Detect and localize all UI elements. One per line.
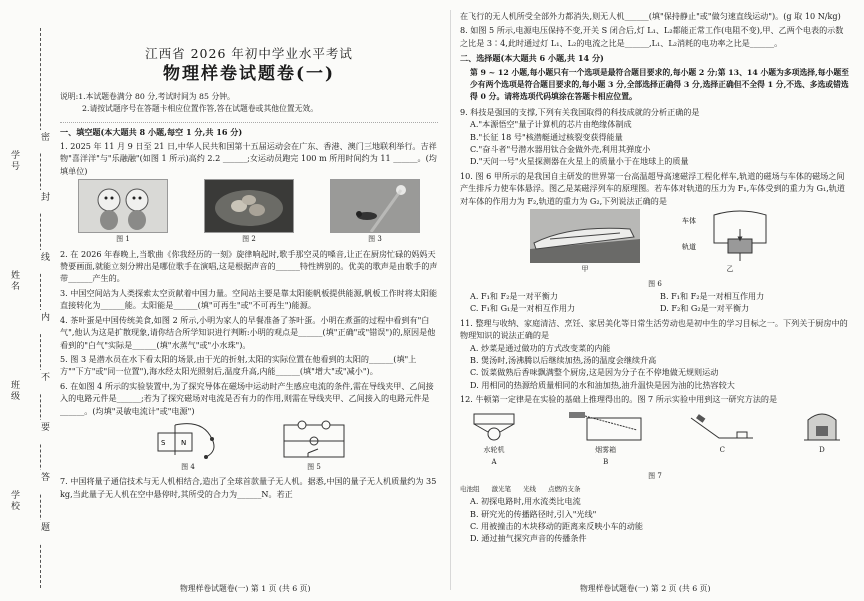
section1-heading: 一、填空题(本大题共 8 小题,每空 1 分,共 16 分) (60, 126, 243, 137)
diver-image (330, 179, 420, 233)
seal-char: 封 (39, 192, 49, 211)
question-12: 12. 牛顿第一定律是在实验的基础上推理得出的。图 7 所示实验中用到这一研究方法的是 (460, 394, 778, 405)
option: B. 研究光的传播路径时,引入"光线" (470, 508, 597, 519)
figure-6-jia (530, 209, 640, 275)
option: B."长征 18 号"核潜艇通过核裂变获得能量 (470, 131, 623, 142)
svg-text:N: N (181, 438, 187, 447)
figure-7-caption: 图 7 (648, 472, 662, 481)
question-4: 4. 茶叶蛋是中国传统美食,如图 2 所示,小明为家人的早餐准备了茶叶蛋。小明在煮蛋的过程中看到有"白气",他认为这是扩散现象,请你结合所学知识进行判断:小明的观点是______(填"正确"或"错误")的,原因是他看到的"白气"实际是______(填"水蒸气"或"小水珠")。 (60, 314, 436, 350)
school-label: 学校 (9, 490, 19, 512)
circuit-diagram (278, 419, 350, 461)
light-label: 光线 (523, 484, 536, 493)
figure-7-c (689, 408, 755, 469)
figure-2-caption: 图 2 (242, 235, 256, 244)
seal-char: 密 (39, 132, 49, 151)
footer-right: 物理样卷试题卷(一) 第 2 页 (共 6 页) (580, 584, 711, 593)
fig7-b-label: B (603, 457, 609, 466)
figure-4-caption: 图 4 (181, 462, 195, 471)
question-2: 2. 在 2026 年春晚上,当歌曲《你我经历的一刻》旋律响起时,歌手那空灵的嗓音,让正在厨房忙碌的妈妈天赞要画面,就能立刻分辨出是哪位歌手在演唱,这是根据声音的______特性辨别的。优美的歌声是由歌手的声带______产生的。 (60, 248, 438, 284)
seal-char: 内 (39, 312, 49, 331)
seal-line (40, 28, 41, 588)
question-6: 6. 在如图 4 所示的实验装置中,为了探究导体在磁场中运动时产生感应电流的条件,需在导线夹甲、乙间接入的电路元件是______;若为了探究磁场对电流是否有力的作用,则需在导线夹甲、乙间接入的电路元件是______。(均填"灵敏电流计"或"电源") (60, 380, 434, 416)
figure-5-caption: 图 5 (307, 462, 321, 471)
class-label: 班级 (9, 380, 19, 402)
smoke-box-diagram (567, 408, 645, 444)
exam-title: 江西省 2026 年初中学业水平考试 (145, 46, 353, 61)
option: A. F₁和 F₂是一对平衡力 (470, 290, 558, 301)
figure-6-caption: 图 6 (648, 279, 662, 288)
section2-instructions: 第 9 ~ 12 小题,每小题只有一个选项是最符合题目要求的,每小题 2 分;第 13、14 小题为多项选择,每小题至少有两个选项是符合题目要求的,每小题 3 分,全部选择正确得 3 分,选择正确但不全得 1 分,不选、多选或错选得 0 分。请将选项代码填涂在答题卡相应位置。 (470, 67, 849, 102)
magnet-apparatus-diagram (148, 419, 228, 461)
option: A. 炒菜是通过做功的方式改变菜的内能 (470, 342, 611, 353)
track-label: 轨道 (682, 243, 696, 252)
fig7-a-label: A (491, 457, 497, 466)
binding-margin (0, 0, 58, 601)
option: C. F₁和 G₁是一对相互作用力 (470, 303, 576, 314)
footer-left: 物理样卷试题卷(一) 第 1 页 (共 6 页) (180, 584, 311, 593)
question-8: 8. 如图 5 所示,电源电压保持不变,开关 S 闭合后,灯 L₁、L₂都能正常工作(电阻不变),甲、乙两个电表的示数之比是 3∶4,此时通过灯 L₁、L₂的电流之比是______,L₁、L₂消耗的电功率之比是______。 (460, 25, 844, 48)
figure-6-jia-label: 甲 (581, 265, 589, 274)
figure-5 (278, 419, 350, 473)
figure-7-d (800, 408, 844, 469)
svg-text:S: S (161, 438, 166, 447)
figure-7 (460, 408, 850, 469)
option: B. F₁和 F₂是一对相互作用力 (660, 290, 765, 301)
question-11: 11. 整理与收纳、家庭清洁、烹饪、家居美化等日常生活劳动也是初中生的学习目标之一。下列关于厨房中的物理知识的说法正确的是 (460, 317, 848, 341)
bell-jar-diagram (800, 408, 844, 444)
option: A."本源悟空"量子计算机的芯片由绝缘体制成 (470, 119, 632, 130)
car-label: 车体 (682, 217, 696, 226)
seal-char: 线 (39, 252, 49, 271)
note-line-2: 2.请按试题序号在答题卡相应位置作答,答在试题卷或其他位置无效。 (82, 104, 319, 114)
page-divider (450, 10, 451, 590)
seal-char: 不 (39, 372, 49, 391)
question-7: 7. 中国将量子通信技术与无人机相结合,造出了全球首款量子无人机。据悉,中国的量子无人机质量约为 35 kg,当此量子无人机在空中悬停时,其所受的合力为______N。若正 (60, 476, 437, 499)
question-1: 1. 2025 年 11 月 9 日至 21 日,中华人民共和国第十五届运动会在广东、香港、澳门三地联利举行。吉祥物"喜洋洋"与"乐融融"(如图 1 所示)高约 2.2 ______;女运动员跑完 100 m 所用时间约为 11 ______。(均填单位) (60, 141, 437, 176)
seal-char: 要 (39, 422, 49, 441)
question-5: 5. 图 3 是潜水员在水下看太阳的场景,由于光的折射,太阳的实际位置在他看到的太阳的______(填"上方""下方"或"同一位置"),海水经太阳光照射后,温度升高,内能______(填"增大"或"减小")。 (60, 353, 417, 377)
fig7-c-label: C (719, 445, 725, 454)
note-line-1: 说明:1.本试题卷满分 80 分,考试时间为 85 分钟。 (60, 91, 235, 101)
question-3: 3. 中国空间站为人类探索太空贡献着中国力量。空间站主要是靠太阳能帆板提供能源,帆板工作时将太阳能直接转化为______能。太阳能是______(填"可再生"或"不可再生")能源。 (60, 287, 438, 311)
section2-heading: 二、选择题(本大题共 6 小题,共 14 分) (460, 53, 604, 64)
figure-2 (204, 179, 294, 245)
smoke-label: 烟雾箱 (595, 445, 617, 454)
option: D. F₂和 G₂是一对平衡力 (660, 303, 750, 314)
mascot-image (78, 179, 168, 233)
right-page (460, 8, 850, 545)
option: B. 煲汤时,汤沸腾以后继续加热,汤的温度会继续升高 (470, 354, 657, 365)
figure-1 (78, 179, 168, 245)
question-7-continued: 在飞行的无人机所受全部外力都消失,则无人机______(填"保持静止"或"做匀速直线运动")。(g 取 10 N/kg) (460, 11, 841, 21)
maglev-train-image (530, 209, 640, 263)
figure-6-yi-label: 乙 (726, 265, 734, 274)
option: A. 初探电路时,用水流类比电流 (470, 496, 581, 507)
figure-3 (330, 179, 420, 245)
question-10: 10. 图 6 甲所示的是我国自主研发的世界第一台高温超导高速磁浮工程化样车,轨道的磁场与车体的磁场之间产生排斥力使车体悬浮。图乙是某磁浮列车的原理图。若车体对轨道的压力为 F₁,车体受到的重力为 G₁,轨道对车体的作用力为 F₂,轨道的重力为 G₂,下列说法正确的是 (460, 170, 845, 206)
option: D. 通过抽气探究声音的传播条件 (470, 533, 587, 544)
left-page (60, 8, 438, 500)
option: C. 用被撞击的木块移动的距离来反映小车的动能 (470, 521, 643, 531)
incline-cart-diagram (689, 408, 755, 444)
stick-label: 点燃的支条 (548, 484, 581, 493)
tea-egg-image (204, 179, 294, 233)
wheel-label: 水轮机 (483, 445, 505, 454)
figure-4 (148, 419, 228, 473)
figure-6-yi (680, 209, 780, 275)
question-9: 9. 科技是强国的支撑,下列有关我国取得的科技成就的分析正确的是 (460, 106, 700, 117)
figure-row-4-5 (60, 419, 438, 473)
name-label: 姓名 (9, 270, 19, 292)
option: C."奋斗者"号潜水器用钛合金做外壳,利用其弹度小 (470, 144, 651, 155)
battery-label: 电池组 (460, 484, 480, 493)
option: C. 饭菜做熟后香味飘满整个厨房,这是因为分子在不停地做无规则运动 (470, 367, 719, 378)
paper-title: 物理样卷试题卷(一) (162, 64, 336, 85)
question-10-options (460, 290, 850, 315)
figure-3-caption: 图 3 (368, 235, 382, 244)
figure-1-caption: 图 1 (116, 235, 130, 244)
water-wheel-diagram (466, 408, 522, 444)
option: D."天问一号"火星探测器在火星上的质量小于在地球上的质量 (470, 156, 689, 167)
figure-6 (460, 209, 850, 275)
figure-7-a (466, 408, 522, 469)
seal-char: 答 (39, 472, 49, 491)
laser-label: 激光笔 (491, 484, 511, 493)
figure-7-extra-labels (460, 483, 850, 495)
figure-row-1-3 (60, 179, 438, 245)
fig7-d-label: D (819, 445, 825, 454)
figure-7-b (567, 408, 645, 469)
id-label: 学号 (9, 150, 19, 172)
seal-char: 题 (39, 522, 49, 541)
option: D. 用相同的热源给质量相同的水和油加热,油升温快是因为油的比热容较大 (470, 379, 735, 390)
maglev-principle-diagram (680, 209, 780, 263)
